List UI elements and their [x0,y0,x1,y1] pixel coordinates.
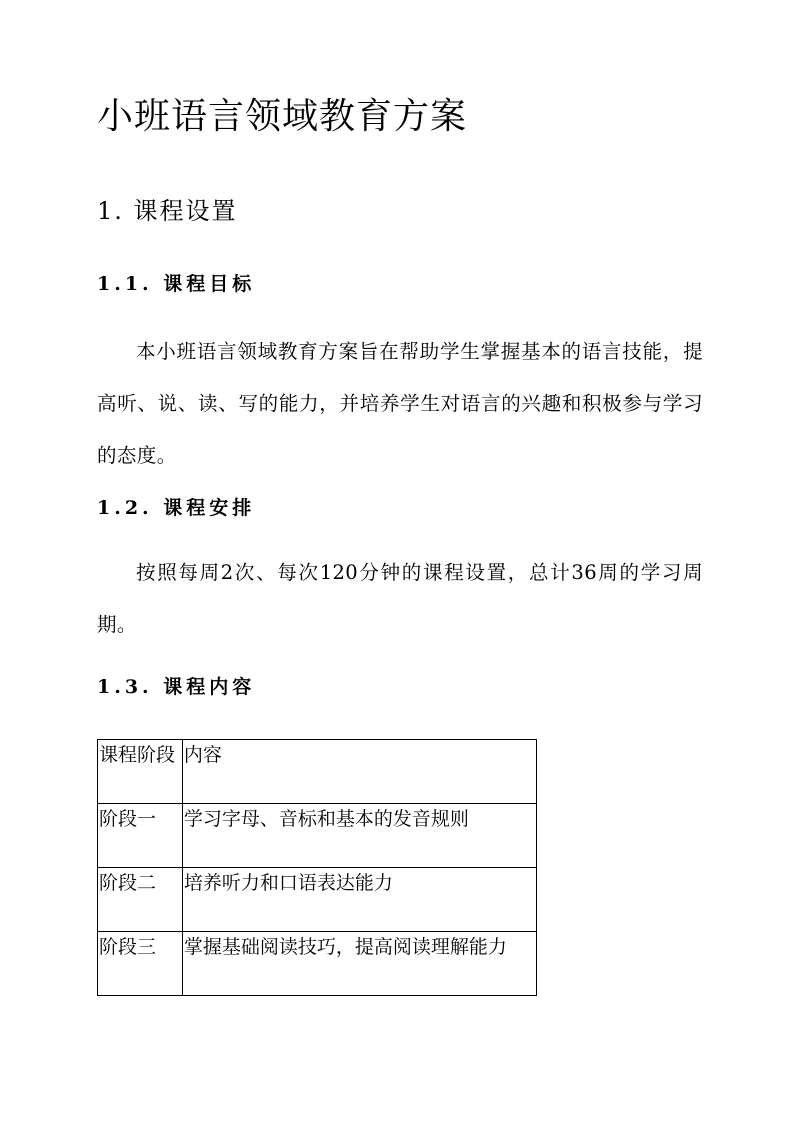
table-header-cell-stage: 课程阶段 [98,740,183,804]
table-cell-stage: 阶段三 [98,932,183,996]
table-header-cell-content: 内容 [182,740,536,804]
paragraph-course-schedule: 按照每周2次、每次120分钟的课程设置，总计36周的学习周期。 [97,561,703,636]
table-cell-stage: 阶段二 [98,868,183,932]
table-cell-content: 掌握基础阅读技巧，提高阅读理解能力 [182,932,536,996]
course-content-table [97,739,537,996]
table-cell-stage: 阶段一 [98,804,183,868]
table-row [98,932,537,996]
table-row [98,804,537,868]
table-cell-content: 培养听力和口语表达能力 [182,868,536,932]
subsection-heading-course-schedule: 1.2. 课程安排 [97,497,256,519]
table-cell-content: 学习字母、音标和基本的发音规则 [182,804,536,868]
subsection-heading-course-content: 1.3. 课程内容 [97,676,256,698]
section-heading-course-setup: 1. 课程设置 [97,197,238,225]
paragraph-course-goals: 本小班语言领域教育方案旨在帮助学生掌握基本的语言技能，提高听、说、读、写的能力，并培养学生对语言的兴趣和积极参与学习的态度。 [97,340,703,467]
table-row [98,868,537,932]
subsection-heading-course-goals: 1.1. 课程目标 [97,273,256,295]
table-header-row [98,740,537,804]
document-title: 小班语言领域教育方案 [97,96,468,137]
